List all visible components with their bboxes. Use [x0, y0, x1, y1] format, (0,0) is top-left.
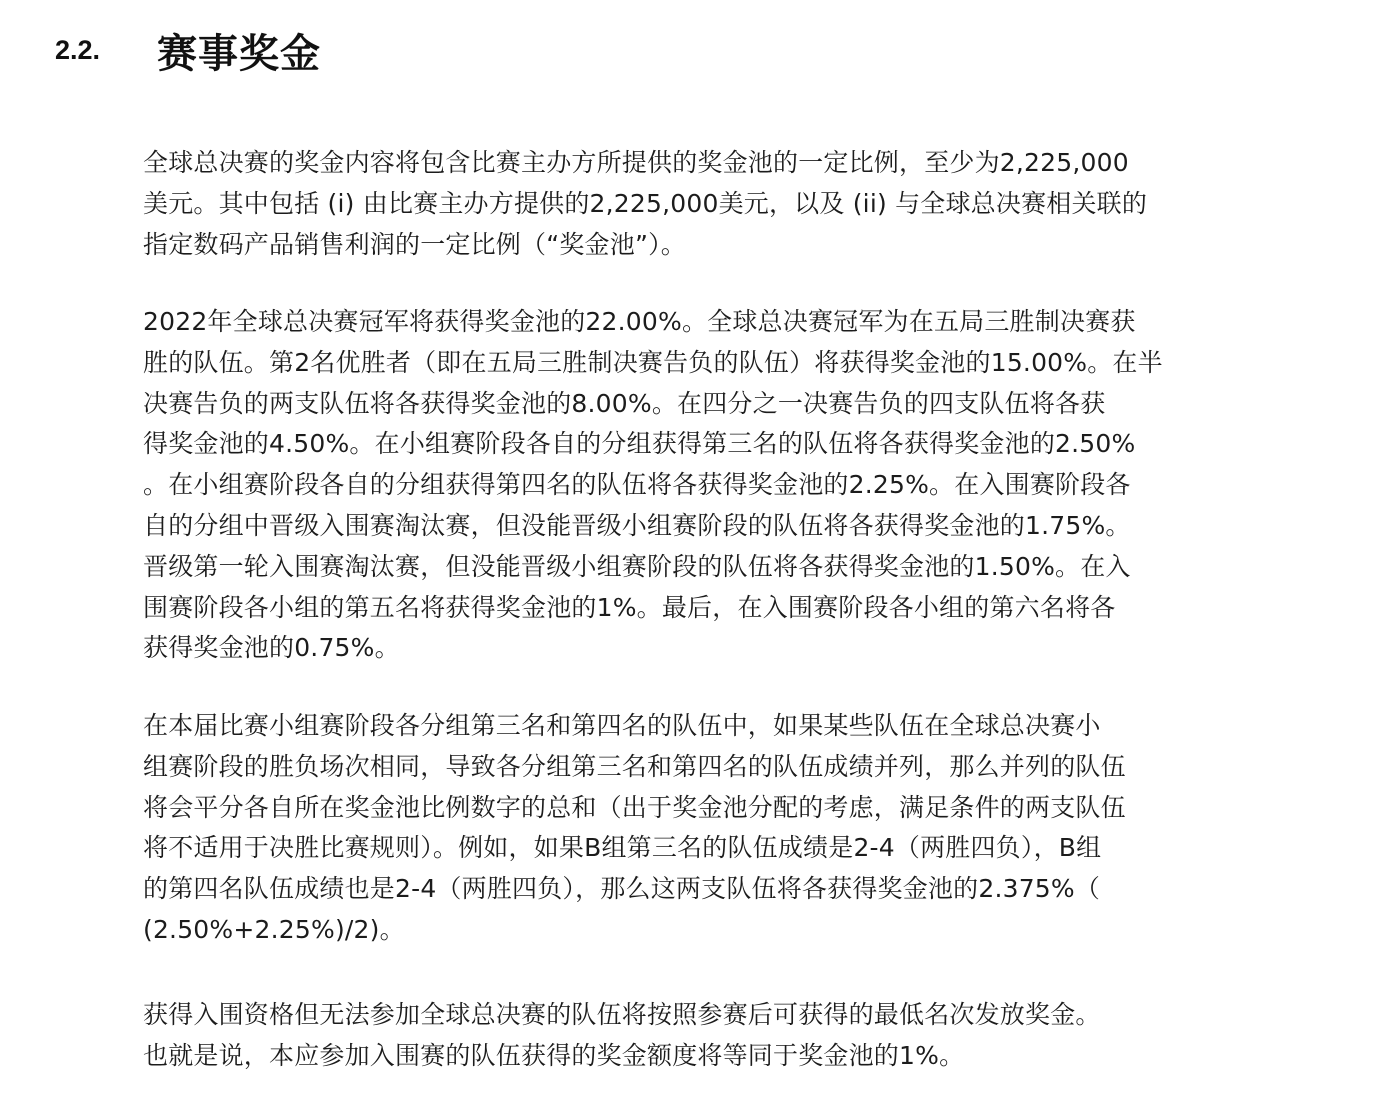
paragraph-line: 将会平分各自所在奖金池比例数字的总和（出于奖金池分配的考虑，满足条件的两支队伍	[143, 792, 1126, 822]
section-title: 赛事奖金	[157, 30, 321, 77]
paragraph-line: 晋级第一轮入围赛淘汰赛，但没能晋级小组赛阶段的队伍将各获得奖金池的1.50%。在入	[143, 551, 1131, 581]
paragraph-prize-distribution	[143, 302, 1358, 669]
paragraph-line: 将不适用于决胜比赛规则）。例如，如果B组第三名的队伍成绩是2-4（两胜四负），B组	[143, 833, 1102, 863]
paragraph-line: 获得奖金池的0.75%。	[143, 633, 400, 663]
paragraph-line: 2022年全球总决赛冠军将获得奖金池的22.00%。全球总决赛冠军为在五局三胜制决赛获	[143, 307, 1136, 336]
paragraph-line: 也就是说，本应参加入围赛的队伍获得的奖金额度将等同于奖金池的1%。	[143, 1040, 965, 1070]
paragraph-absent-team	[143, 995, 1358, 1077]
paragraph-line: 组赛阶段的胜负场次相同，导致各分组第三名和第四名的队伍成绩并列，那么并列的队伍	[143, 751, 1126, 781]
paragraph-line: (2.50%+2.25%)/2)。	[143, 914, 405, 944]
paragraph-line: 指定数码产品销售利润的一定比例（“奖金池”）。	[143, 229, 687, 259]
paragraph-line: 全球总决赛的奖金内容将包含比赛主办方所提供的奖金池的一定比例，至少为2,225,000	[143, 148, 1129, 177]
paragraph-line: 胜的队伍。第2名优胜者（即在五局三胜制决赛告负的队伍）将获得奖金池的15.00%。在半	[143, 347, 1163, 377]
paragraph-line: 获得入围资格但无法参加全球总决赛的队伍将按照参赛后可获得的最低名次发放奖金。	[143, 1000, 1101, 1029]
paragraph-line: 在本届比赛小组赛阶段各分组第三名和第四名的队伍中，如果某些队伍在全球总决赛小	[143, 711, 1101, 740]
paragraph-line: 的第四名队伍成绩也是2-4（两胜四负），那么这两支队伍将各获得奖金池的2.375%（	[143, 874, 1101, 904]
section-heading	[55, 18, 321, 82]
paragraph-line: 。在小组赛阶段各自的分组获得第四名的队伍将各获得奖金池的2.25%。在入围赛阶段各	[143, 470, 1131, 500]
paragraph-line: 围赛阶段各小组的第五名将获得奖金池的1%。最后，在入围赛阶段各小组的第六名将各	[143, 592, 1116, 622]
paragraph-line: 美元。其中包括 (i) 由比赛主办方提供的2,225,000美元，以及 (ii) 与全球总决赛相关联的	[143, 188, 1148, 218]
paragraph-prize-pool-intro	[143, 143, 1358, 265]
paragraph-line: 得奖金池的4.50%。在小组赛阶段各自的分组获得第三名的队伍将各获得奖金池的2.50%	[143, 429, 1136, 459]
paragraph-tie-rules	[143, 706, 1358, 951]
paragraph-line: 自的分组中晋级入围赛淘汰赛，但没能晋级小组赛阶段的队伍将各获得奖金池的1.75%。	[143, 510, 1131, 540]
section-number: 2.2.	[55, 34, 101, 65]
paragraph-line: 决赛告负的两支队伍将各获得奖金池的8.00%。在四分之一决赛告负的四支队伍将各获	[143, 388, 1106, 418]
